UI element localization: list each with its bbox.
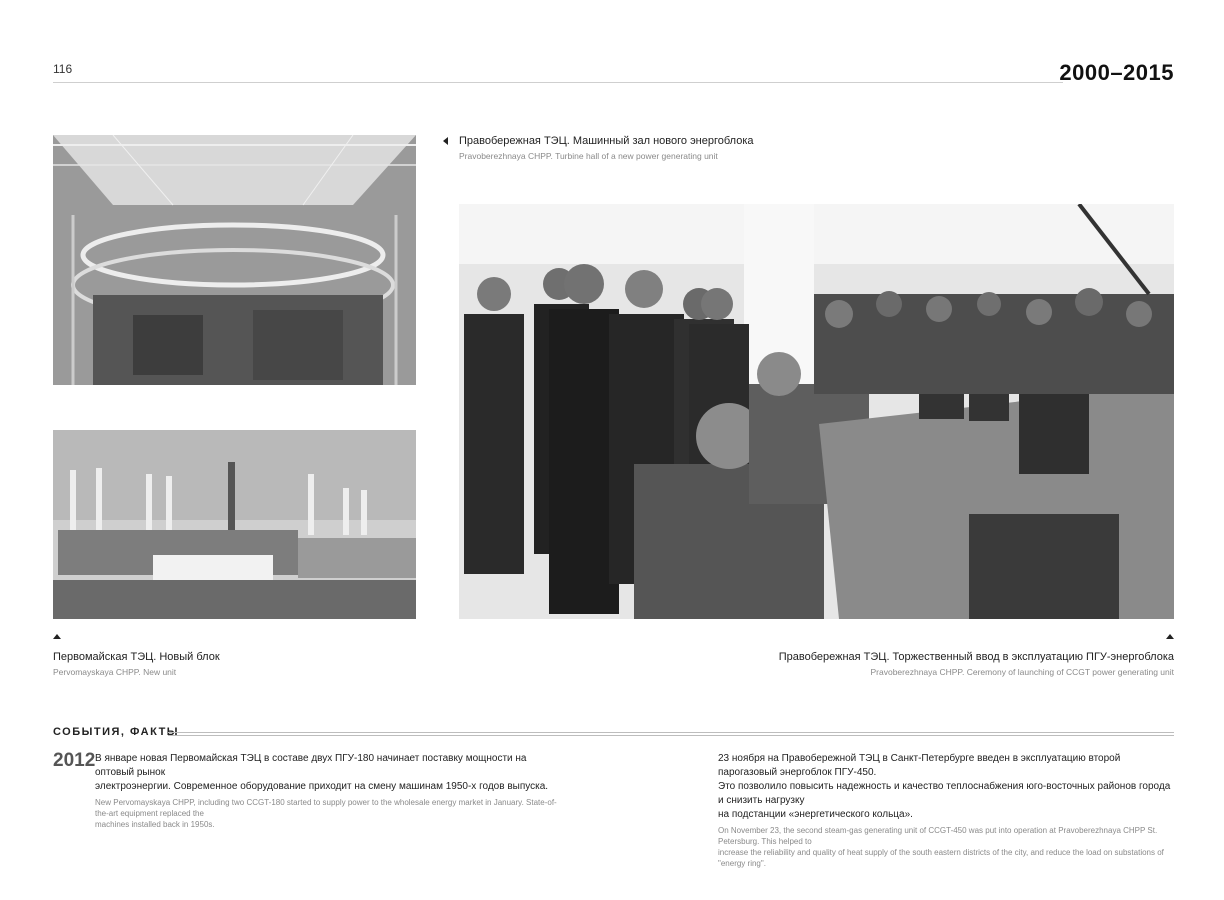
event-right-en-line-2: increase the reliability and quality of heat supply of the south eastern districts of the city, and reduce the load on substations of "energy ring". [718, 848, 1164, 868]
events-section-rule [168, 732, 1174, 736]
event-right-ru-line-3: на подстанции «энергетического кольца». [718, 809, 913, 820]
period-heading: 2000–2015 [1059, 60, 1174, 85]
pervomayskaya-caption-ru: Первомайская ТЭЦ. Новый блок [53, 651, 220, 663]
event-left-block [95, 752, 565, 830]
event-right-ru-line-1: 23 ноября на Правобережной ТЭЦ в Санкт-Петербурге введен в эксплуатацию второй парогазовый энергоблок ПГУ-450. [718, 753, 1121, 778]
ceremony-illustration [459, 204, 1174, 619]
turbine-hall-caption-ru: Правобережная ТЭЦ. Машинный зал нового энергоблока [459, 135, 754, 147]
turbine-hall-photo [53, 135, 416, 385]
event-right-ru-line-2: Это позволило повысить надежность и качество теплоснабжения юго-восточных районов города и снизить нагрузку [718, 781, 1171, 806]
pervomayskaya-caption-en: Pervomayskaya CHPP. New unit [53, 667, 177, 677]
turbine-hall-illustration [53, 135, 416, 385]
ceremony-photo [459, 204, 1174, 619]
event-left-ru-line-1: В январе новая Первомайская ТЭЦ в составе двух ПГУ-180 начинает поставку мощности на оптовый рынок [95, 753, 527, 778]
page-number: 116 [53, 62, 73, 76]
pervomayskaya-photo [53, 430, 416, 619]
caption-pointer-left-icon [443, 137, 448, 145]
event-year: 2012 [53, 750, 96, 771]
events-section-title: СОБЫТИЯ, ФАКТЫ [53, 726, 180, 738]
pervomayskaya-illustration [53, 430, 416, 619]
ceremony-caption-ru: Правобережная ТЭЦ. Торжественный ввод в эксплуатацию ПГУ-энергоблока [778, 651, 1174, 663]
event-left-en-line-2: machines installed back in 1950s. [95, 820, 215, 829]
caption-pointer-up-icon [1166, 634, 1174, 639]
event-left-ru-line-2: электроэнергии. Современное оборудование приходит на смену машинам 1950-х годов выпуска. [95, 781, 549, 792]
caption-pointer-up-icon [53, 634, 61, 639]
ceremony-caption-en: Pravoberezhnaya CHPP. Ceremony of launching of CCGT power generating unit [870, 667, 1174, 677]
turbine-hall-caption-en: Pravoberezhnaya CHPP. Turbine hall of a new power generating unit [459, 151, 718, 161]
header-rule [53, 82, 1063, 83]
event-right-en-line-1: On November 23, the second steam-gas generating unit of CCGT-450 was put into operation at Pravoberezhnaya CHPP St. Petersburg. This helped to [718, 826, 1158, 846]
event-left-en-line-1: New Pervomayskaya CHPP, including two CCGT-180 started to supply power to the wholesale energy market in January. State-of-the-art equipment replaced the [95, 798, 557, 818]
event-right-block [718, 752, 1178, 869]
